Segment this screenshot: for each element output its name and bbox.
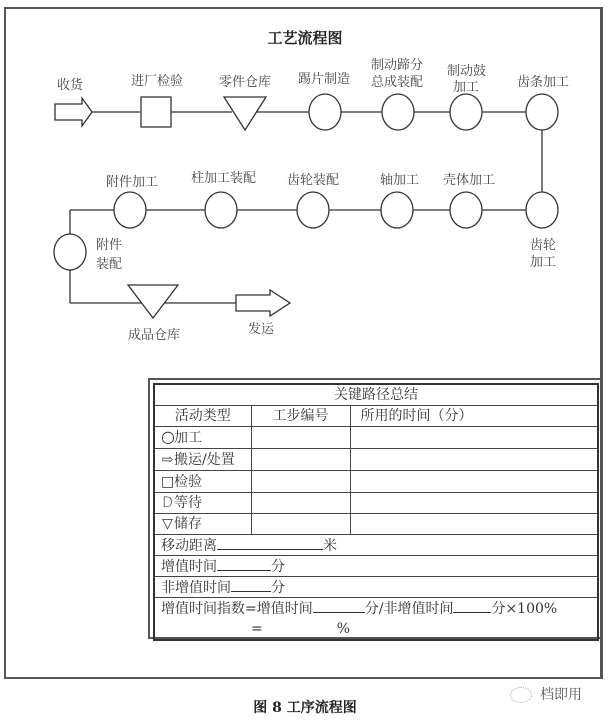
activity-processing: ○加工 xyxy=(154,427,251,449)
header-time-used: 所用的时间（分） xyxy=(350,406,598,427)
process-circle-icon xyxy=(450,94,482,130)
arrow-right-icon: ⇨ xyxy=(161,451,174,468)
label-shoe-manufacturing: 踢片制造 xyxy=(298,72,351,87)
value-added-time-unit: 分 xyxy=(271,559,285,575)
value-added-time-blank[interactable] xyxy=(217,556,271,571)
label-accessory-machining: 附件加工 xyxy=(106,175,159,190)
storage-triangle-icon xyxy=(224,97,266,130)
process-circle-icon xyxy=(526,94,558,130)
label-receive: 收货 xyxy=(57,78,84,93)
value-added-time-row xyxy=(154,556,598,577)
move-distance-row xyxy=(154,535,598,556)
label-brake-shoe-subassembly-1: 制动蹄分 xyxy=(371,58,424,73)
index-non-value-added-blank[interactable] xyxy=(453,598,491,613)
index-suffix: 分×100% xyxy=(491,601,558,617)
delay-d-icon: D xyxy=(162,495,173,511)
move-distance-label: 移动距离 xyxy=(161,538,217,554)
non-value-added-time-blank[interactable] xyxy=(231,577,271,592)
index-mid: 分/非增值时间 xyxy=(364,601,454,617)
circle-icon: ○ xyxy=(161,427,175,446)
step-number-cell[interactable] xyxy=(251,514,350,535)
label-column-machining-assembly: 柱加工装配 xyxy=(191,171,257,186)
label-brake-drum-1: 制动鼓 xyxy=(447,64,487,79)
process-circle-icon xyxy=(114,192,146,228)
label-accessory-assembly-1: 附件 xyxy=(96,238,123,253)
step-number-cell[interactable] xyxy=(251,471,350,493)
watermark: 档即用 xyxy=(510,684,582,704)
index-result-blank[interactable] xyxy=(263,619,337,633)
table-title: 关键路径总结 xyxy=(154,384,598,406)
activity-transport: ⇨搬运/处置 xyxy=(154,449,251,471)
label-accessory-assembly-2: 装配 xyxy=(96,257,123,272)
process-circle-icon xyxy=(381,192,413,228)
process-circle-icon xyxy=(205,192,237,228)
step-number-cell[interactable] xyxy=(251,493,350,514)
storage-triangle-icon xyxy=(128,285,178,318)
header-step-number: 工步编号 xyxy=(251,406,350,427)
label-parts-warehouse: 零件仓库 xyxy=(219,75,272,90)
ship-arrow-icon xyxy=(236,290,290,316)
table-row xyxy=(154,449,598,471)
label-incoming-inspection: 进厂检验 xyxy=(131,74,184,89)
non-value-added-time-unit: 分 xyxy=(271,580,285,596)
table-row xyxy=(154,471,598,493)
time-cell[interactable] xyxy=(350,427,598,449)
table-header-row xyxy=(154,406,598,427)
index-equals: = xyxy=(251,621,263,637)
label-finished-goods-warehouse: 成品仓库 xyxy=(128,328,181,343)
move-distance-unit: 米 xyxy=(323,538,337,554)
value-added-index-row xyxy=(154,598,598,641)
label-brake-shoe-subassembly-2: 总成装配 xyxy=(371,75,424,90)
diagram-title: 工艺流程图 xyxy=(267,29,343,47)
label-shaft-machining: 轴加工 xyxy=(380,173,420,188)
table-row xyxy=(154,493,598,514)
label-housing-machining: 壳体加工 xyxy=(443,173,496,188)
process-circle-icon xyxy=(526,192,558,228)
process-circle-icon xyxy=(309,94,341,130)
label-ship: 发运 xyxy=(248,322,275,337)
label-brake-drum-2: 加工 xyxy=(453,80,480,95)
index-value-added-blank[interactable] xyxy=(313,598,365,613)
activity-waiting: D等待 xyxy=(154,493,251,514)
time-cell[interactable] xyxy=(350,449,598,471)
index-prefix: 增值时间指数=增值时间 xyxy=(161,601,313,617)
index-percent: % xyxy=(336,621,351,637)
activity-inspection: □检验 xyxy=(154,471,251,493)
figure-caption: 图 8 工序流程图 xyxy=(253,700,357,716)
process-circle-icon xyxy=(450,192,482,228)
process-circle-icon xyxy=(297,192,329,228)
time-cell[interactable] xyxy=(350,471,598,493)
step-number-cell[interactable] xyxy=(251,427,350,449)
process-circle-icon xyxy=(382,94,414,130)
critical-path-summary-table xyxy=(153,383,599,641)
time-cell[interactable] xyxy=(350,514,598,535)
step-number-cell[interactable] xyxy=(251,449,350,471)
value-added-time-label: 增值时间 xyxy=(161,559,217,575)
move-distance-blank[interactable] xyxy=(217,535,323,550)
non-value-added-time-row xyxy=(154,577,598,598)
label-gear-machining-2: 加工 xyxy=(530,255,557,270)
header-activity-type: 活动类型 xyxy=(154,406,251,427)
table-row xyxy=(154,514,598,535)
triangle-down-icon: ▽ xyxy=(162,516,173,532)
square-icon: □ xyxy=(161,473,175,490)
inspection-square-icon xyxy=(141,97,171,127)
label-rack-machining: 齿条加工 xyxy=(517,75,570,90)
activity-storage: ▽储存 xyxy=(154,514,251,535)
table-title-row xyxy=(154,384,598,406)
process-circle-icon xyxy=(54,234,86,270)
table-row xyxy=(154,427,598,449)
receive-arrow-icon xyxy=(55,98,92,126)
non-value-added-time-label: 非增值时间 xyxy=(161,580,231,596)
time-cell[interactable] xyxy=(350,493,598,514)
label-gear-assembly: 齿轮装配 xyxy=(287,173,340,188)
label-gear-machining-1: 齿轮 xyxy=(530,238,557,253)
